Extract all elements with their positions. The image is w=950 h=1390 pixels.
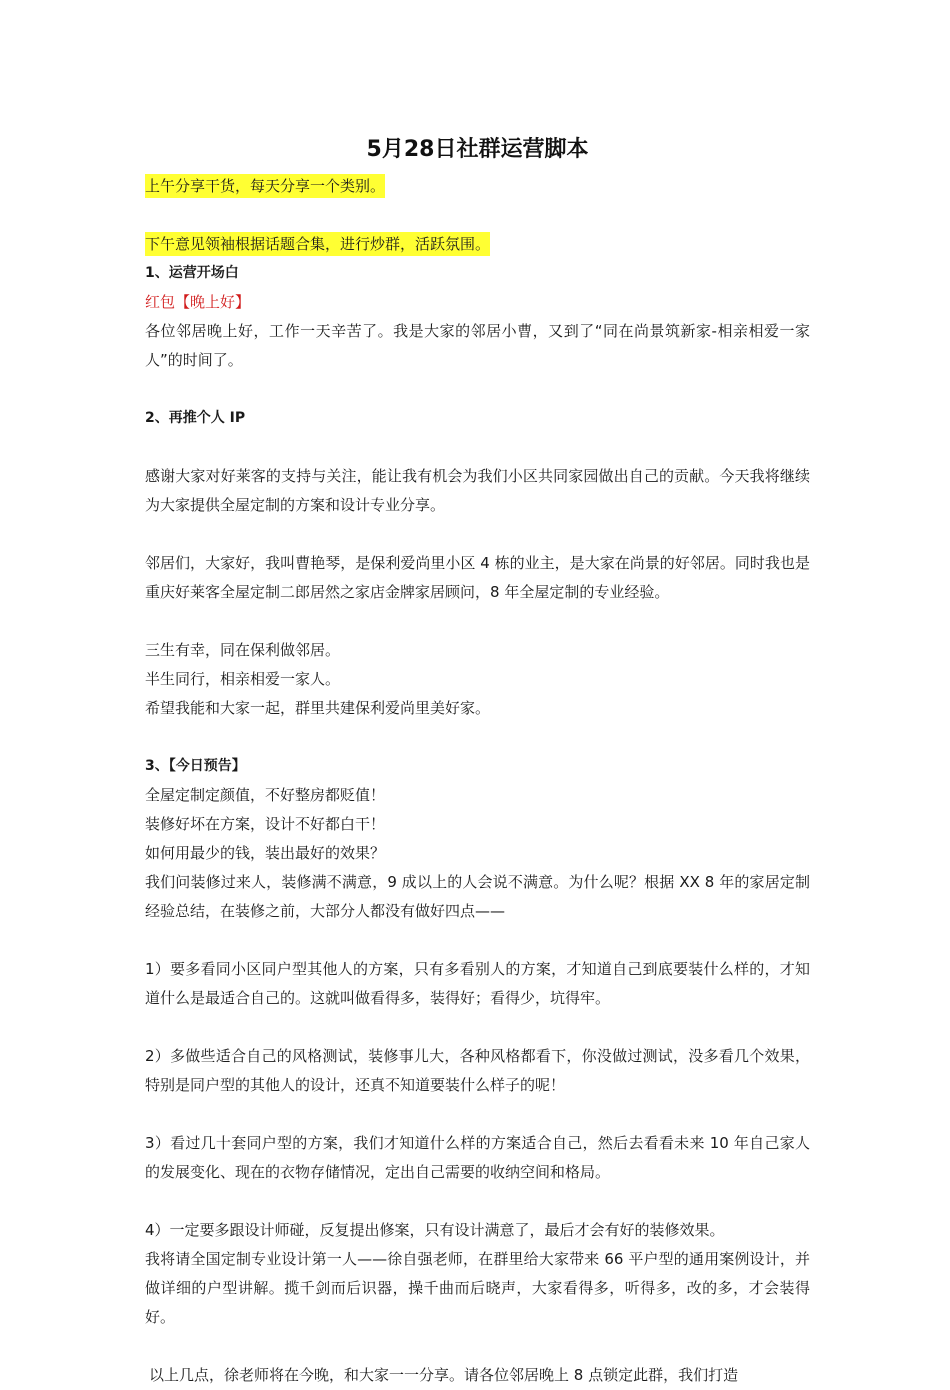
closing-paragraph: 以上几点，徐老师将在今晚，和大家一一分享。请各位邻居晚上 8 点锁定此群，我们打造 — [149, 1366, 739, 1384]
slogan-line: 半生同行，相亲相爱一家人。 — [145, 670, 341, 688]
section-heading-2: 2、再推个人 IP — [145, 410, 246, 426]
opening-paragraph: 各位邻居晚上好，工作一天辛苦了。我是大家的邻居小曹，又到了“同在尚景筑新家-相亲相爱一家人”的时间了。 — [145, 322, 810, 369]
highlight-line-1 — [145, 172, 810, 201]
slogan-line: 希望我能和大家一起，群里共建保利爱尚里美好家。 — [145, 699, 491, 717]
slogan-line: 三生有幸，同在保利做邻居。 — [145, 641, 341, 659]
document-page — [145, 130, 810, 1390]
point-paragraph: 4）一定要多跟设计师碰，反复提出修案，只有设计满意了，最后才会有好的装修效果。 — [145, 1221, 725, 1239]
blank-line — [145, 375, 810, 404]
preview-intro-paragraph: 我们问装修过来人，装修满不满意，9 成以上的人会说不满意。为什么呢？根据 XX 8 年的家居定制经验总结，在装修之前，大部分人都没有做好四点—— — [145, 873, 810, 920]
preview-line: 装修好坏在方案，设计不好都白干！ — [145, 815, 386, 833]
preview-line: 如何用最少的钱，装出最好的效果？ — [145, 844, 386, 862]
highlight-line-2 — [145, 230, 810, 259]
intro-paragraph: 邻居们，大家好，我叫曹艳琴，是保利爱尚里小区 4 栋的业主，是大家在尚景的好邻居。同时我也是重庆好莱客全屋定制二郎居然之家店金牌家居顾问，8 年全屋定制的专业经验。 — [145, 554, 810, 601]
highlight-text: 下午意见领袖根据话题合集，进行炒群，活跃氛围。 — [145, 232, 490, 256]
blank-line — [145, 433, 810, 462]
point-paragraph: 1）要多看同小区同户型其他人的方案，只有多看别人的方案，才知道自己到底要装什么样的，才知道什么是最适合自己的。这就叫做看得多，装得好；看得少，坑得牢。 — [145, 960, 810, 1007]
point-paragraph: 2）多做些适合自己的风格测试，装修事儿大，各种风格都看下，你没做过测试，没多看几个效果，特别是同户型的其他人的设计，还真不知道要装什么样子的呢！ — [145, 1047, 810, 1094]
preview-line: 全屋定制定颜值，不好整房都贬值！ — [145, 786, 386, 804]
blank-line — [145, 926, 810, 955]
blank-line — [145, 1013, 810, 1042]
invite-paragraph: 我将请全国定制专业设计第一人——徐自强老师，在群里给大家带来 66 平户型的通用案例设计，并做详细的户型讲解。揽千剑而后识器，操千曲而后晓声，大家看得多，听得多，改的多，才会装得好。 — [145, 1250, 810, 1326]
highlight-text: 上午分享干货，每天分享一个类别。 — [145, 174, 385, 198]
document-title: 5月28日社群运营脚本 — [366, 137, 589, 162]
blank-line — [145, 607, 810, 636]
section-heading-1: 1、运营开场白 — [145, 265, 239, 281]
thanks-paragraph: 感谢大家对好莱客的支持与关注，能让我有机会为我们小区共同家园做出自己的贡献。今天我将继续为大家提供全屋定制的方案和设计专业分享。 — [145, 467, 810, 514]
red-packet-label: 红包【晚上好】 — [145, 293, 251, 311]
point-paragraph: 3）看过几十套同户型的方案，我们才知道什么样的方案适合自己，然后去看看未来 10 年自己家人的发展变化、现在的衣物存储情况，定出自己需要的收纳空间和格局。 — [145, 1134, 810, 1181]
blank-line — [145, 1187, 810, 1216]
blank-line — [145, 1332, 810, 1361]
blank-line — [145, 520, 810, 549]
section-heading-3: 3、【今日预告】 — [145, 758, 246, 774]
blank-line — [145, 723, 810, 752]
blank-line — [145, 201, 810, 230]
blank-line — [145, 1100, 810, 1129]
